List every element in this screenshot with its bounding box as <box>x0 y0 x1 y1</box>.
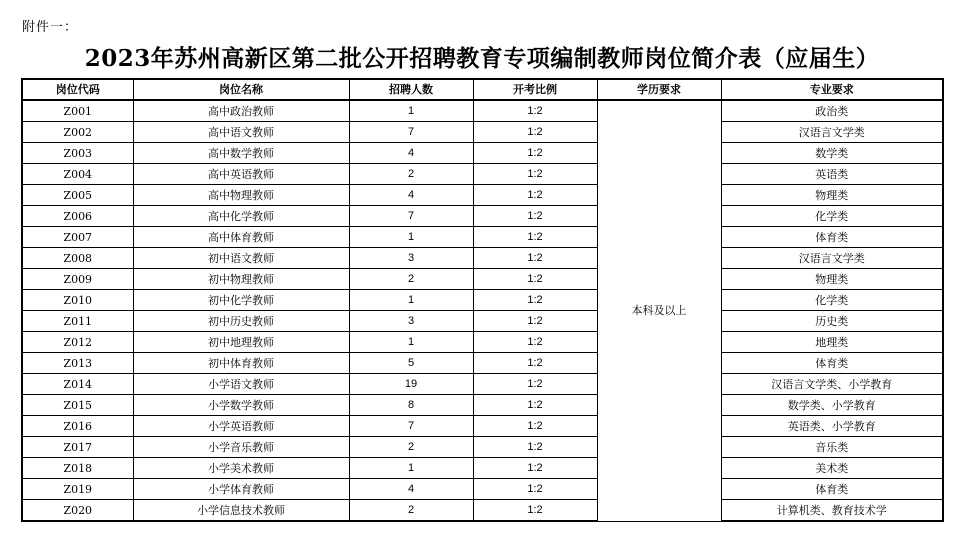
column-header-code: 岗位代码 <box>22 79 133 100</box>
cell-position-name: 小学美术教师 <box>133 458 349 479</box>
cell-position-code: Z002 <box>22 122 133 143</box>
cell-position-code: Z004 <box>22 164 133 185</box>
cell-major-requirement: 化学类 <box>721 206 943 227</box>
table-row <box>22 143 943 164</box>
cell-major-requirement: 体育类 <box>721 479 943 500</box>
cell-hire-count: 1 <box>349 100 473 122</box>
column-header-education: 学历要求 <box>597 79 721 100</box>
table-row <box>22 374 943 395</box>
cell-exam-ratio: 1:2 <box>473 374 597 395</box>
table-row <box>22 416 943 437</box>
cell-major-requirement: 地理类 <box>721 332 943 353</box>
column-header-name: 岗位名称 <box>133 79 349 100</box>
cell-exam-ratio: 1:2 <box>473 143 597 164</box>
cell-hire-count: 19 <box>349 374 473 395</box>
attachment-label: 附件一： <box>22 20 79 35</box>
table-body <box>22 100 943 521</box>
cell-position-code: Z020 <box>22 500 133 522</box>
cell-major-requirement: 数学类、小学教育 <box>721 395 943 416</box>
cell-position-code: Z008 <box>22 248 133 269</box>
cell-exam-ratio: 1:2 <box>473 437 597 458</box>
cell-position-code: Z015 <box>22 395 133 416</box>
positions-table <box>21 78 944 522</box>
cell-exam-ratio: 1:2 <box>473 332 597 353</box>
cell-hire-count: 4 <box>349 143 473 164</box>
cell-position-name: 高中化学教师 <box>133 206 349 227</box>
cell-position-code: Z019 <box>22 479 133 500</box>
cell-exam-ratio: 1:2 <box>473 227 597 248</box>
cell-exam-ratio: 1:2 <box>473 479 597 500</box>
cell-major-requirement: 英语类 <box>721 164 943 185</box>
cell-major-requirement: 英语类、小学教育 <box>721 416 943 437</box>
cell-hire-count: 2 <box>349 164 473 185</box>
cell-position-code: Z013 <box>22 353 133 374</box>
cell-major-requirement: 汉语言文学类 <box>721 122 943 143</box>
cell-education-requirement: 本科及以上 <box>597 100 721 521</box>
cell-position-code: Z010 <box>22 290 133 311</box>
cell-position-code: Z006 <box>22 206 133 227</box>
cell-position-code: Z001 <box>22 100 133 122</box>
cell-hire-count: 7 <box>349 416 473 437</box>
cell-exam-ratio: 1:2 <box>473 100 597 122</box>
cell-position-name: 初中化学教师 <box>133 290 349 311</box>
cell-major-requirement: 体育类 <box>721 227 943 248</box>
table-row <box>22 311 943 332</box>
cell-position-name: 高中政治教师 <box>133 100 349 122</box>
table-row <box>22 164 943 185</box>
cell-position-name: 初中地理教师 <box>133 332 349 353</box>
cell-hire-count: 5 <box>349 353 473 374</box>
cell-position-code: Z014 <box>22 374 133 395</box>
cell-major-requirement: 物理类 <box>721 269 943 290</box>
cell-position-name: 小学英语教师 <box>133 416 349 437</box>
cell-hire-count: 4 <box>349 479 473 500</box>
cell-exam-ratio: 1:2 <box>473 353 597 374</box>
cell-hire-count: 7 <box>349 122 473 143</box>
cell-exam-ratio: 1:2 <box>473 395 597 416</box>
cell-major-requirement: 数学类 <box>721 143 943 164</box>
table-row <box>22 269 943 290</box>
cell-major-requirement: 音乐类 <box>721 437 943 458</box>
cell-position-name: 初中历史教师 <box>133 311 349 332</box>
cell-exam-ratio: 1:2 <box>473 311 597 332</box>
page-title: 2023年苏州高新区第二批公开招聘教育专项编制教师岗位简介表（应届生） <box>84 45 880 72</box>
table-row <box>22 395 943 416</box>
cell-position-name: 初中体育教师 <box>133 353 349 374</box>
cell-position-name: 高中数学教师 <box>133 143 349 164</box>
cell-position-code: Z007 <box>22 227 133 248</box>
cell-position-name: 小学音乐教师 <box>133 437 349 458</box>
cell-major-requirement: 政治类 <box>721 100 943 122</box>
cell-major-requirement: 历史类 <box>721 311 943 332</box>
table-row <box>22 227 943 248</box>
table-row <box>22 122 943 143</box>
cell-hire-count: 4 <box>349 185 473 206</box>
cell-position-name: 初中语文教师 <box>133 248 349 269</box>
table-row <box>22 458 943 479</box>
cell-exam-ratio: 1:2 <box>473 290 597 311</box>
cell-major-requirement: 汉语言文学类、小学教育 <box>721 374 943 395</box>
cell-hire-count: 2 <box>349 269 473 290</box>
cell-major-requirement: 化学类 <box>721 290 943 311</box>
cell-position-name: 小学数学教师 <box>133 395 349 416</box>
cell-position-name: 小学语文教师 <box>133 374 349 395</box>
cell-exam-ratio: 1:2 <box>473 206 597 227</box>
cell-position-code: Z011 <box>22 311 133 332</box>
cell-position-name: 初中物理教师 <box>133 269 349 290</box>
cell-exam-ratio: 1:2 <box>473 164 597 185</box>
cell-position-name: 小学体育教师 <box>133 479 349 500</box>
cell-position-code: Z016 <box>22 416 133 437</box>
cell-position-code: Z018 <box>22 458 133 479</box>
cell-hire-count: 7 <box>349 206 473 227</box>
cell-position-code: Z005 <box>22 185 133 206</box>
cell-exam-ratio: 1:2 <box>473 458 597 479</box>
cell-exam-ratio: 1:2 <box>473 122 597 143</box>
column-header-major: 专业要求 <box>721 79 943 100</box>
cell-position-name: 高中语文教师 <box>133 122 349 143</box>
table-row <box>22 500 943 522</box>
table-row <box>22 100 943 122</box>
cell-major-requirement: 汉语言文学类 <box>721 248 943 269</box>
cell-hire-count: 3 <box>349 311 473 332</box>
cell-position-code: Z012 <box>22 332 133 353</box>
cell-position-name: 小学信息技术教师 <box>133 500 349 522</box>
cell-hire-count: 3 <box>349 248 473 269</box>
cell-exam-ratio: 1:2 <box>473 416 597 437</box>
cell-hire-count: 2 <box>349 437 473 458</box>
cell-exam-ratio: 1:2 <box>473 185 597 206</box>
cell-position-code: Z003 <box>22 143 133 164</box>
cell-hire-count: 1 <box>349 290 473 311</box>
cell-position-name: 高中物理教师 <box>133 185 349 206</box>
table-row <box>22 353 943 374</box>
column-header-count: 招聘人数 <box>349 79 473 100</box>
cell-major-requirement: 美术类 <box>721 458 943 479</box>
cell-hire-count: 1 <box>349 458 473 479</box>
cell-position-code: Z017 <box>22 437 133 458</box>
table-row <box>22 332 943 353</box>
table-row <box>22 290 943 311</box>
cell-major-requirement: 计算机类、教育技术学 <box>721 500 943 522</box>
column-header-ratio: 开考比例 <box>473 79 597 100</box>
table-header-row <box>22 79 943 100</box>
cell-exam-ratio: 1:2 <box>473 500 597 522</box>
cell-major-requirement: 物理类 <box>721 185 943 206</box>
cell-exam-ratio: 1:2 <box>473 269 597 290</box>
cell-hire-count: 1 <box>349 227 473 248</box>
cell-hire-count: 8 <box>349 395 473 416</box>
cell-major-requirement: 体育类 <box>721 353 943 374</box>
table-row <box>22 206 943 227</box>
cell-exam-ratio: 1:2 <box>473 248 597 269</box>
cell-hire-count: 1 <box>349 332 473 353</box>
cell-position-name: 高中体育教师 <box>133 227 349 248</box>
table-row <box>22 437 943 458</box>
cell-hire-count: 2 <box>349 500 473 522</box>
cell-position-code: Z009 <box>22 269 133 290</box>
table-row <box>22 248 943 269</box>
table-row <box>22 185 943 206</box>
table-row <box>22 479 943 500</box>
cell-position-name: 高中英语教师 <box>133 164 349 185</box>
